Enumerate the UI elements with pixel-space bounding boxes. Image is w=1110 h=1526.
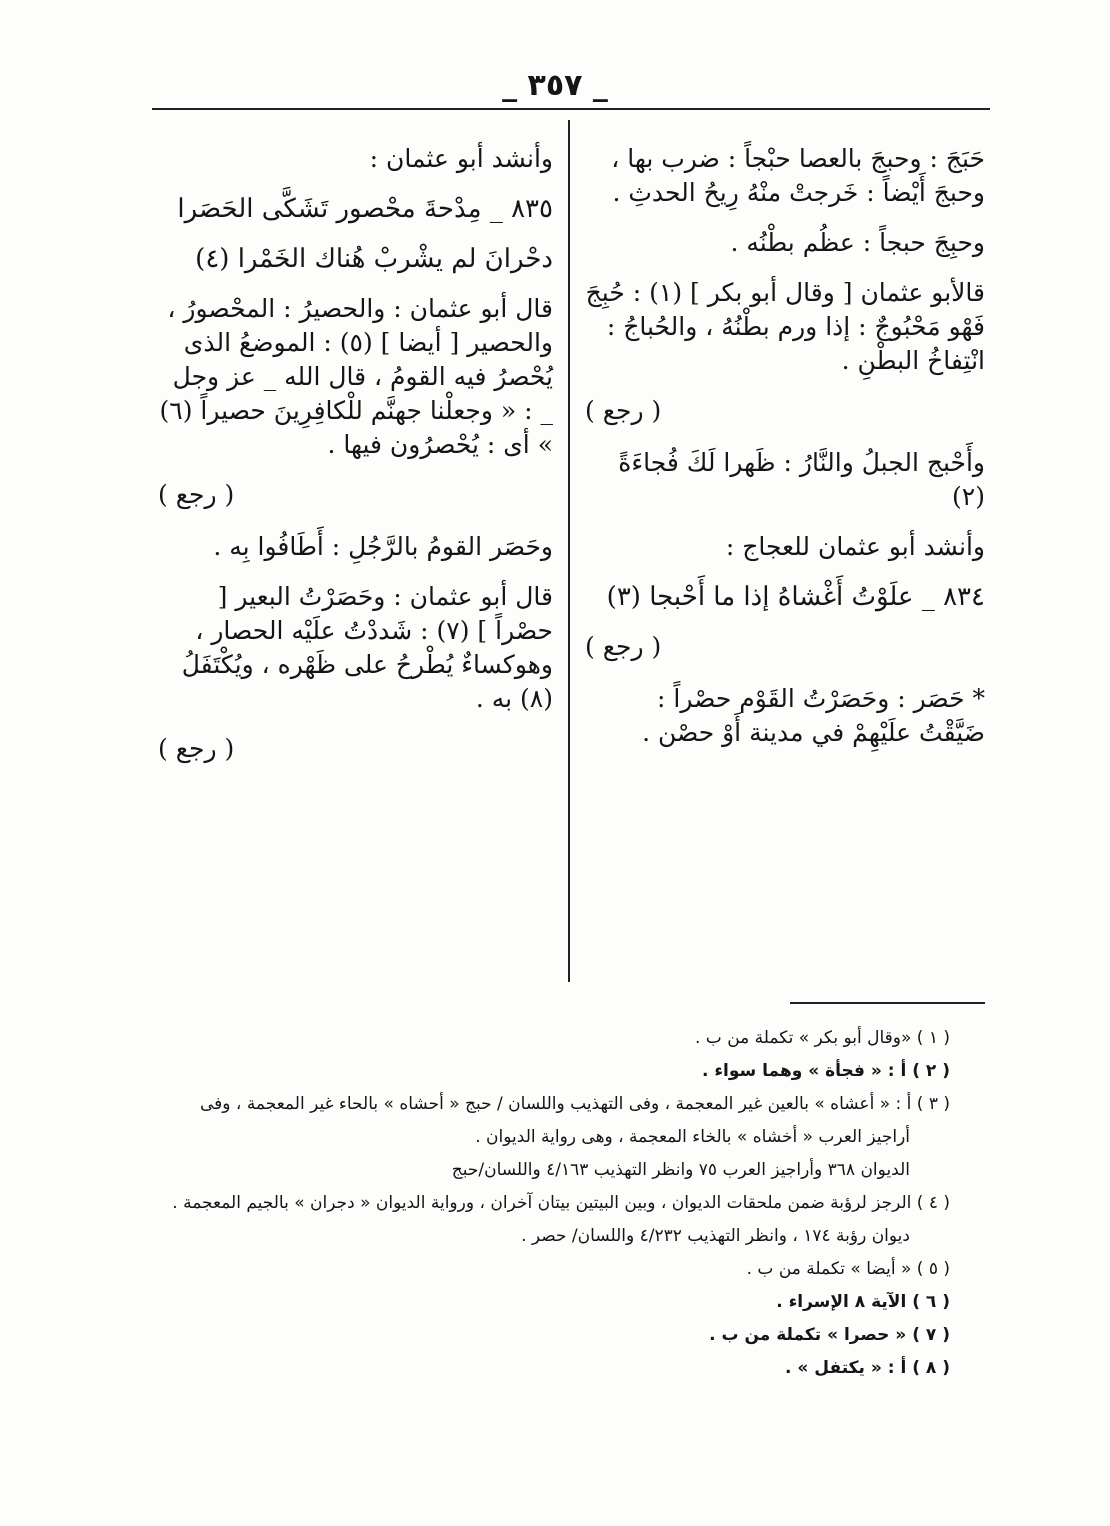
paragraph: حَبَجَ : وحبجَ بالعصا حبْجاً : ضرب بها ، وحبجَ أَيْضاً : خَرجتْ منْهُ رِيحُ الحدثِ . xyxy=(611,144,985,207)
footnote-rule xyxy=(790,1002,985,1004)
paragraph: قال أبو عثمان : وحَصَرْتُ البعير [ حصْراً ] (٧) : شَددْتُ علَيْه الحصار ، وهوكساءٌ يُطْرحُ على ظَهْره ، ويُكْتَفَلُ (٨) به . xyxy=(181,582,553,713)
paragraph: وأنشد أبو عثمان : xyxy=(369,144,553,173)
footnote: ( ٧ ) « حصرا » تكملة من ب . xyxy=(709,1325,950,1345)
paragraph: وحَصَر القومُ بالرَّجُلِ : أَطَافُوا بِه . xyxy=(213,532,553,561)
verse-line: دحْرانَ لم يشْربْ هُناك الخَمْرا (٤) xyxy=(195,244,553,274)
return-marker: ( رجع ) xyxy=(585,396,662,425)
paragraph: قال أبو عثمان : والحصيرُ : المحْصورُ ، والحصير [ أيضا ] (٥) : الموضعُ الذى يُحْصرُ فيه القومُ ، قال الله _ عز وجل _ : « وجعلْنا جهنَّم للْكافِرِينَ حصيراً (٦) » أى : يُحْصرُون فيها . xyxy=(159,294,553,459)
paragraph: * حَصَر : وحَصَرْتُ القَوْم حصْراً : ضَيَّقْتُ علَيْهِمْ في مدينة أَوْ حصْن . xyxy=(642,684,985,747)
footnote: ( ٥ ) « أيضا » تكملة من ب . xyxy=(746,1259,950,1279)
right-column xyxy=(585,142,985,766)
return-marker: ( رجع ) xyxy=(158,734,235,763)
footnote: أراجيز العرب « أخشاه » بالخاء المعجمة ، وهى رواية الديوان . xyxy=(475,1127,910,1147)
footnote: ( ١ ) «وقال أبو بكر » تكملة من ب . xyxy=(694,1028,950,1048)
footnote: ديوان رؤبة ١٧٤ ، وانظر التهذيب ٤/٢٣٢ واللسان/ حصر . xyxy=(521,1226,910,1246)
return-marker: ( رجع ) xyxy=(158,480,235,509)
footnotes xyxy=(150,1022,950,1385)
return-marker: ( رجع ) xyxy=(585,632,662,661)
header-rule xyxy=(152,108,990,110)
left-column xyxy=(158,142,553,784)
verse-line: ٨٣٥ _ مِدْحةَ محْصور تَشَكَّى الحَصَرا xyxy=(177,194,553,224)
page-number: _ ٣٥٧ _ xyxy=(502,68,608,103)
footnote: الديوان ٣٦٨ وأراجيز العرب ٧٥ وانظر التهذيب ٤/١٦٣ واللسان/حبج xyxy=(451,1160,910,1180)
paragraph: قالأبو عثمان [ وقال أبو بكر ] (١) : حُبِجَ فَهْو مَحْبُوجٌ : إذا ورم بطْنُهُ ، والحُباجُ : انْتِفاخُ البطْنِ . xyxy=(585,278,985,375)
paragraph: وأنشد أبو عثمان للعجاج : xyxy=(725,532,985,561)
footnote: ( ٤ ) الرجز لرؤبة ضمن ملحقات الديوان ، وبين البيتين بيتان آخران ، ورواية الديوان « دجران » بالجيم المعجمة . xyxy=(172,1193,950,1213)
footnote: ( ٣ ) أ : « أعشاه » بالعين غير المعجمة ، وفى التهذيب واللسان / حبج « أحشاه » بالحاء غير المعجمة ، وفى xyxy=(200,1094,950,1114)
paragraph: وأَحْبج الجبلُ والنَّارُ : ظَهرا لَكَ فُجاءَةً (٢) xyxy=(618,448,985,511)
column-divider xyxy=(568,120,570,982)
verse-line: ٨٣٤ _ علَوْتُ أَغْشاهُ إذا ما أَحْبجا (٣) xyxy=(606,582,985,612)
paragraph: وحبِجَ حبجاً : عظُم بطْنُه . xyxy=(730,228,985,257)
footnote: ( ٦ ) الآية ٨ الإسراء . xyxy=(776,1292,950,1312)
footnote: ( ٨ ) أ : « يكتفل » . xyxy=(785,1358,950,1378)
footnote: ( ٢ ) أ : « فجأة » وهما سواء . xyxy=(701,1061,950,1081)
